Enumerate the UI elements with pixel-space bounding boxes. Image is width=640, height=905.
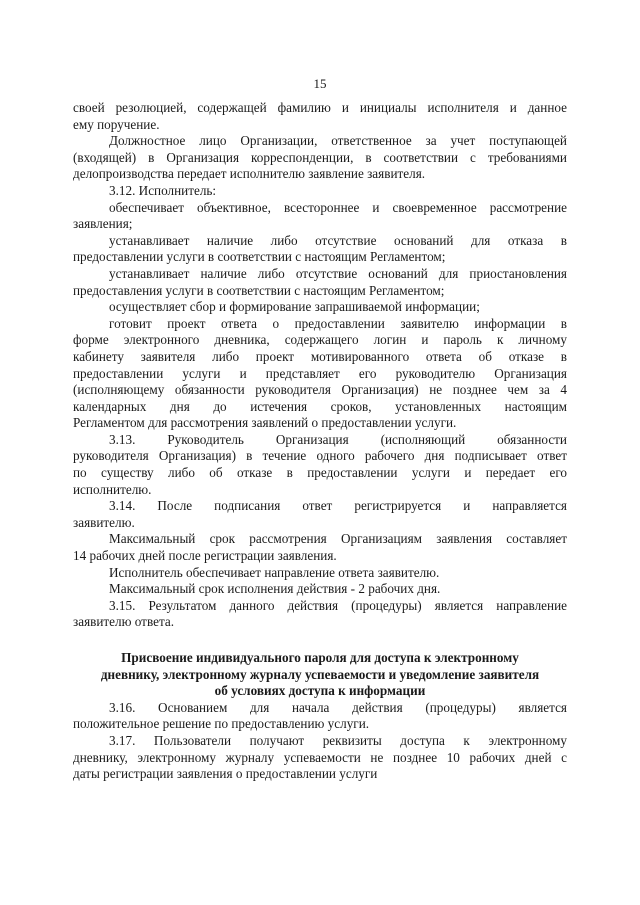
text-line: Максимальный срок исполнения действия - 2 рабочих дня.: [109, 581, 441, 597]
text-line: Должностное лицо Организации, ответственное за учет поступающей: [109, 133, 567, 149]
text-line: положительное решение по предоставлению услуги.: [73, 716, 370, 732]
text-line: устанавливает наличие либо отсутствие оснований для приостановления: [109, 265, 567, 281]
text-line: своей резолюцией, содержащей фамилию и инициалы исполнителя и данное: [73, 100, 567, 115]
text-line: 3.15. Результатом данного действия (процедуры) является направление: [109, 597, 567, 613]
text-line: заявителю ответа.: [73, 614, 175, 630]
section-spacer: [73, 631, 567, 650]
text-line: (исполняющему обязанности руководителя Организация) не позднее чем за 4: [73, 382, 567, 398]
text-line: 3.17. Пользователи получают реквизиты доступа к электронному: [109, 732, 567, 748]
text-line: дневнику, электронному журналу успеваемости не позднее 10 рабочих дней с: [73, 749, 567, 765]
text-line: 3.16. Основанием для начала действия (процедуры) является: [109, 699, 567, 715]
text-line: делопроизводства передает исполнителю заявление заявителя.: [73, 166, 426, 182]
text-line: Максимальный срок рассмотрения Организациям заявления составляет: [109, 531, 567, 547]
text-line: 3.14. После подписания ответ регистрируется и направляется: [109, 498, 567, 514]
document-body: [73, 100, 567, 783]
text-line: Исполнитель обеспечивает направление ответа заявителю.: [109, 564, 440, 580]
text-line: даты регистрации заявления о предоставлении услуги: [73, 766, 378, 782]
section-heading-line: Присвоение индивидуального пароля для доступа к электронному: [121, 650, 519, 665]
section-heading-line: дневнику, электронному журналу успеваемости и уведомление заявителя: [100, 666, 540, 682]
text-line: руководителя Организация) в течение одного рабочего дня подписывает ответ: [73, 448, 567, 464]
text-line: календарных дня до истечения сроков, установленных настоящим: [73, 398, 567, 414]
text-line: исполнителю.: [73, 481, 152, 497]
text-line: 14 рабочих дней после регистрации заявления.: [73, 548, 337, 564]
text-line: 3.13. Руководитель Организация (исполняющий обязанности: [109, 431, 567, 447]
text-line: готовит проект ответа о предоставлении заявителю информации в: [109, 315, 567, 331]
text-line: 3.12. Исполнитель:: [109, 182, 217, 198]
text-line: предоставления услуги в соответствии с настоящим Регламентом;: [73, 282, 445, 298]
page-number: 15: [313, 76, 327, 91]
text-line: кабинету заявителя либо проект мотивированного ответа об отказе в: [73, 348, 567, 364]
text-line: по существу либо об отказе в предоставлении услуги и передает его: [73, 465, 567, 481]
text-line: (входящей) в Организация корреспонденции, в соответствии с требованиями: [73, 149, 567, 165]
text-line: обеспечивает объективное, всестороннее и своевременное рассмотрение: [109, 199, 567, 215]
text-line: предоставлении услуги в соответствии с настоящим Регламентом;: [73, 249, 446, 265]
text-line: ему поручение.: [73, 116, 160, 132]
text-line: заявителю.: [73, 514, 135, 530]
text-line: заявления;: [73, 216, 133, 232]
text-line: устанавливает наличие либо отсутствие оснований для отказа в: [109, 232, 567, 248]
text-line: осуществляет сбор и формирование запрашиваемой информации;: [109, 299, 480, 315]
text-line: предоставлении услуги и представляет его руководителю Организация: [73, 365, 567, 381]
text-line: Регламентом для рассмотрения заявлений о предоставлении услуги.: [73, 415, 457, 431]
section-heading-line: об условиях доступа к информации: [214, 683, 426, 699]
text-line: форме электронного дневника, содержащего логин и пароль к личному: [73, 332, 567, 348]
